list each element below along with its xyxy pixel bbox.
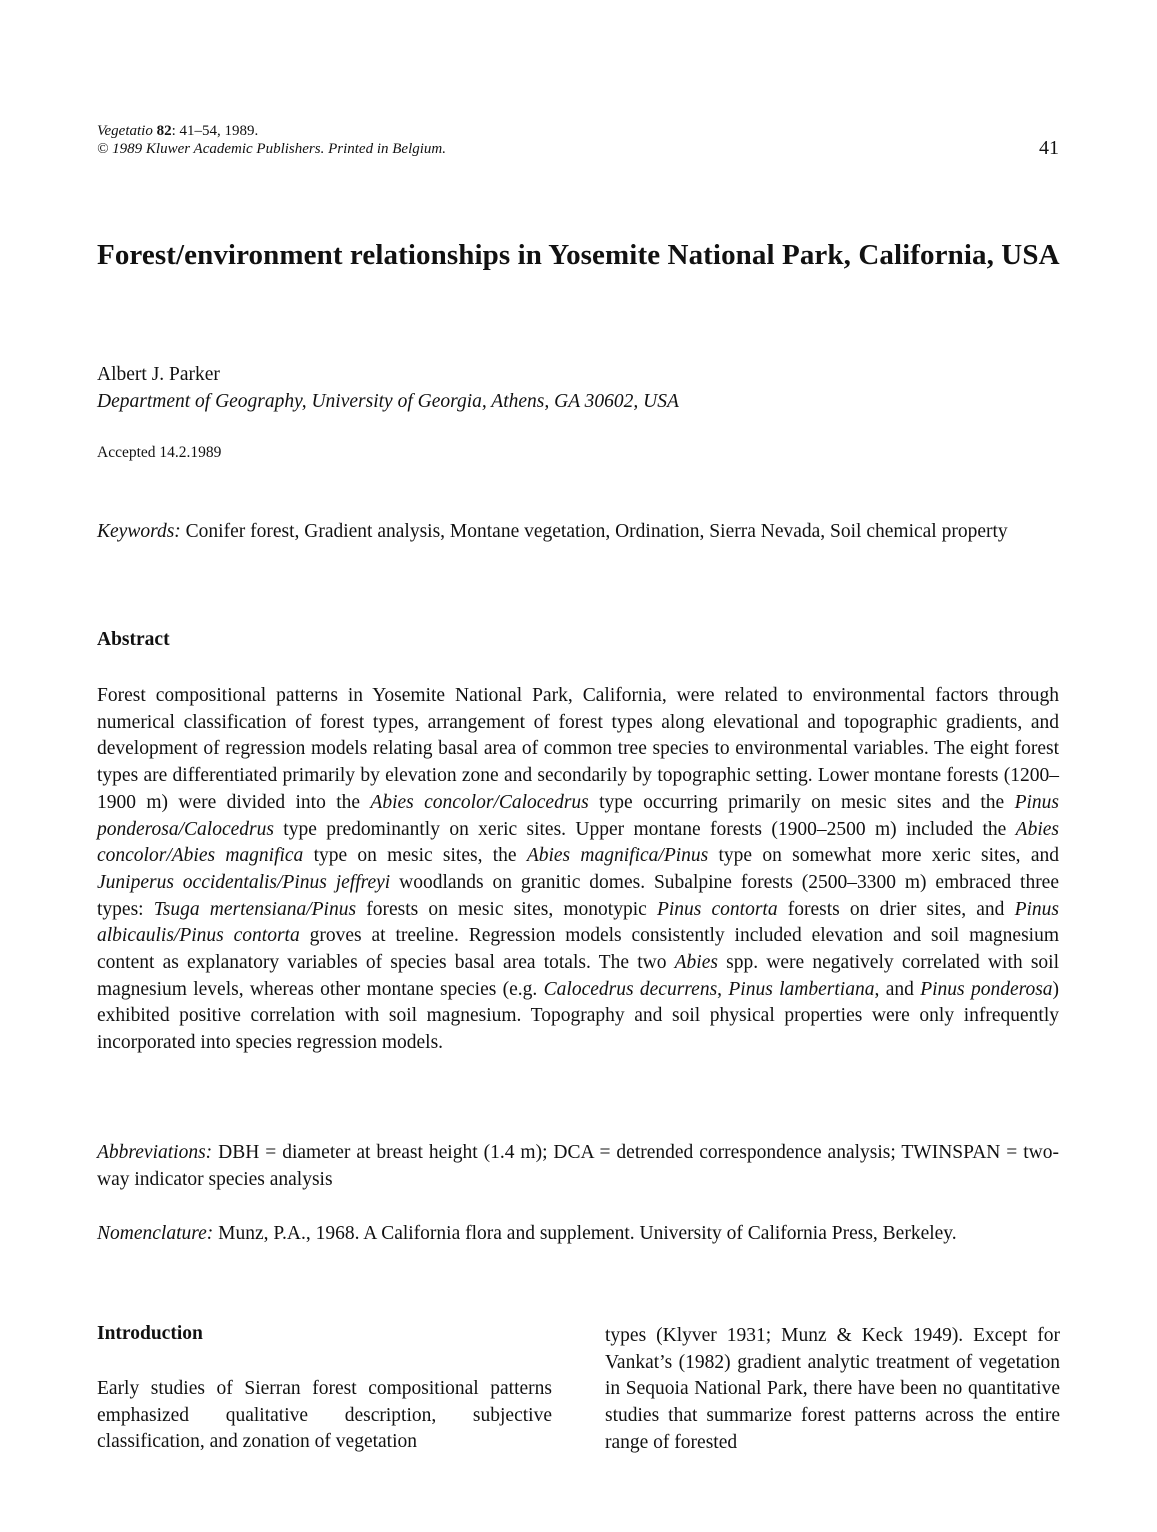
abstract-taxon: Pinus ponderosa/Calocedrus	[97, 791, 1059, 840]
abstract-text: ) exhibited positive correlation with soil magnesium. Topography and soil physical properties were only infrequently incorporated into species regression models.	[97, 978, 1060, 1054]
abstract-taxon: Calocedrus decurrens	[543, 978, 718, 1000]
abbreviations-label: Abbreviations:	[97, 1142, 213, 1163]
page-number: 41	[1039, 137, 1059, 159]
abstract-taxon: Pinus lambertiana	[728, 978, 875, 1000]
abstract-text: woodlands on granitic domes. Subalpine forests (2500–3300 m) embraced three types:	[97, 871, 1059, 920]
abstract-taxon: Abies concolor/Calocedrus	[370, 791, 589, 813]
introduction-right-column: types (Klyver 1931; Munz & Keck 1949). Except for Vankat’s (1982) gradient analytic treatment of vegetation in Sequoia National Park, there have been no quantitative studies that summarize forest patterns across the entire range of forested	[605, 1325, 1060, 1453]
keywords-text: Conifer forest, Gradient analysis, Montane vegetation, Ordination, Sierra Nevada, Soil chemical property	[185, 521, 1008, 542]
abstract-text: groves at treeline. Regression models consistently included elevation and soil magnesium content as explanatory variables of species basal area totals. The two	[97, 925, 1059, 974]
abstract-body	[97, 683, 1059, 1057]
abstract-taxon: Pinus albicaulis/Pinus contorta	[97, 898, 1059, 947]
abstract-text: Forest compositional patterns in Yosemite National Park, California, were related to environmental factors through numerical classification of forest types, arrangement of forest types along elevational and topographic gradients, and development of regression models relating basal area of common tree species to environmental variables. The eight forest types are differentiated primarily by elevation zone and secondarily by topographic setting. Lower montane forests (1200–1900 m) were divided into the	[97, 685, 1059, 813]
introduction-heading: Introduction	[97, 1323, 203, 1344]
abstract-text: , and	[874, 978, 921, 1000]
abstract-taxon: Tsuga mertensiana/Pinus	[153, 898, 357, 920]
abstract-text: spp. were negatively correlated with soil magnesium levels, whereas other montane species (e.g.	[97, 952, 1059, 1000]
nomenclature-label: Nomenclature:	[97, 1223, 214, 1244]
abstract-taxon: Abies concolor/Abies magnifica	[97, 818, 1059, 867]
abstract-taxon: Pinus contorta	[656, 898, 778, 920]
nomenclature-text: Munz, P.A., 1968. A California flora and supplement. University of California Press, Berkeley.	[218, 1223, 957, 1244]
accepted-date: Accepted 14.2.1989	[97, 444, 222, 461]
author-affiliation: Department of Geography, University of Georgia, Athens, GA 30602, USA	[97, 391, 679, 412]
abbreviations-text: DBH = diameter at breast height (1.4 m); DCA = detrended correspondence analysis; TWINSPAN = two-way indicator species analysis	[97, 1142, 1059, 1190]
abstract-taxon: Pinus ponderosa	[920, 978, 1053, 1000]
abstract-text: ,	[717, 978, 729, 1000]
abstract-taxon: Abies magnifica/Pinus	[526, 845, 709, 867]
abstract-text: forests on drier sites, and	[777, 898, 1015, 920]
abbreviations	[97, 1140, 1059, 1193]
journal-pages-year: : 41–54, 1989.	[171, 123, 259, 139]
abstract-text: type predominantly on xeric sites. Upper montane forests (1900–2500 m) included the	[273, 818, 1016, 840]
copyright-line: © 1989 Kluwer Academic Publishers. Printed in Belgium.	[97, 141, 446, 157]
nomenclature	[97, 1221, 1059, 1248]
keywords	[97, 519, 1059, 546]
abstract-heading: Abstract	[97, 629, 170, 650]
abstract-text: forests on mesic sites, monotypic	[356, 898, 657, 920]
journal-name: Vegetatio	[97, 123, 153, 139]
abstract-text: type occurring primarily on mesic sites and the	[588, 791, 1015, 813]
author-name: Albert J. Parker	[97, 364, 220, 385]
journal-citation	[97, 123, 258, 139]
abstract-text: type on mesic sites, the	[303, 845, 527, 867]
abstract-taxon: Abies	[674, 952, 718, 974]
introduction-left-column: Early studies of Sierran forest compositional patterns emphasized qualitative description, subjective classification, and zonation of vegetation	[97, 1378, 552, 1453]
journal-volume: 82	[156, 123, 172, 139]
abstract-taxon: Juniperus occidentalis/Pinus jeffreyi	[97, 871, 391, 893]
keywords-label: Keywords:	[97, 521, 181, 542]
paper-title: Forest/environment relationships in Yosemite National Park, California, USA	[97, 239, 1060, 271]
abstract-text: type on somewhat more xeric sites, and	[708, 845, 1059, 867]
